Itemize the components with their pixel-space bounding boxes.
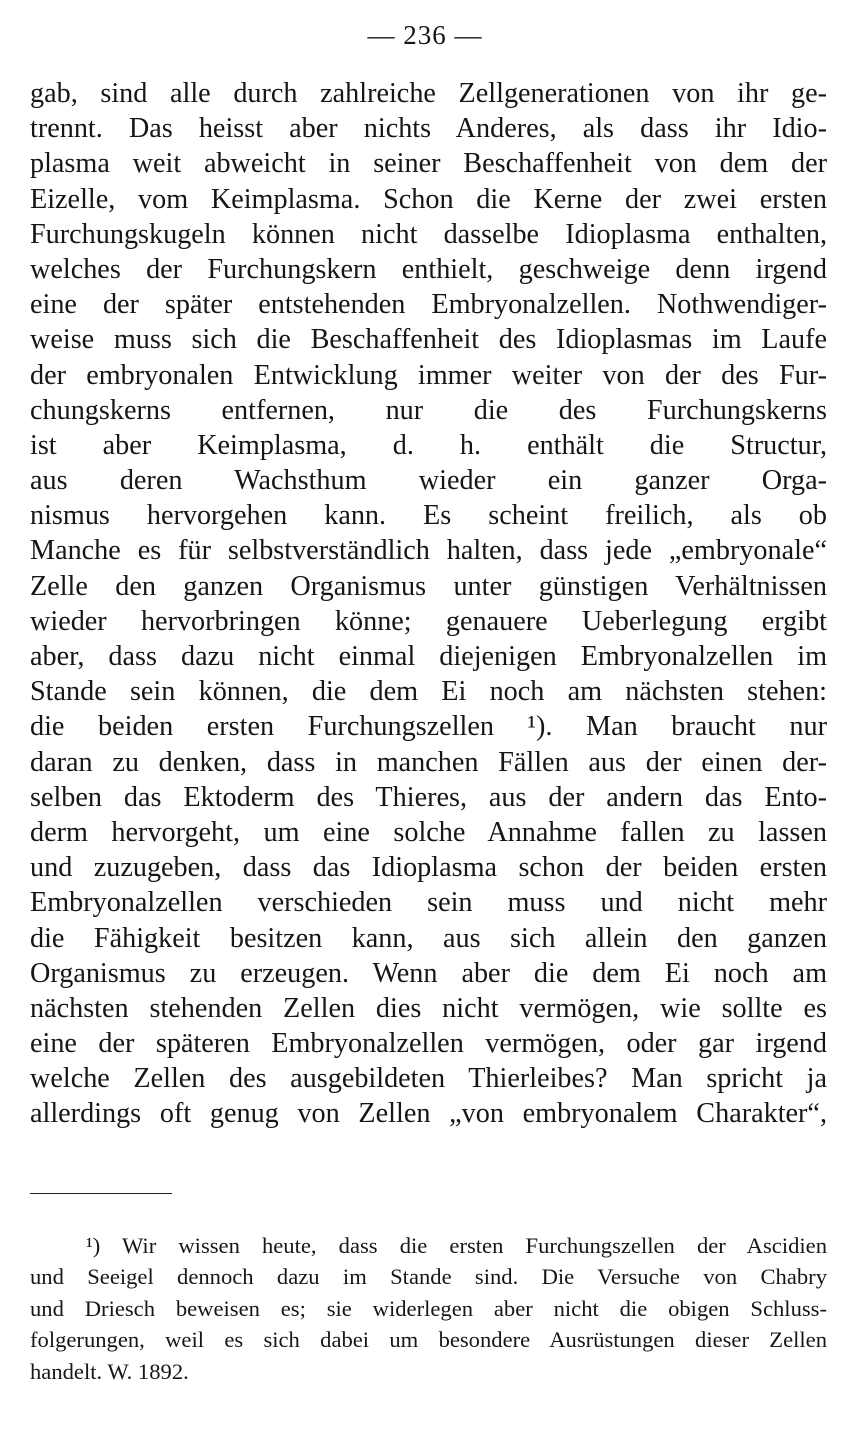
text-line: Embryonalzellen verschieden sein muss und nicht mehr [30,887,827,919]
text-line: selben das Ektoderm des Thieres, aus der andern das Ento- [30,781,827,813]
text-line: aus deren Wachsthum wieder ein ganzer Orga- [30,465,827,497]
footnote-line: und Seeigel dennoch dazu im Stande sind. Die Versuche von Chabry [30,1264,827,1290]
page-number: — 236 — [367,20,483,50]
text-line: ist aber Keimplasma, d. h. enthält die Structur, [30,429,827,461]
text-line: Manche es für selbstverständlich halten, dass jede „embryonale“ [30,535,827,567]
footnote-divider [30,1193,172,1194]
text-line: Furchungskugeln können nicht dasselbe Idioplasma enthalten, [30,218,827,250]
text-line: chungskerns entfernen, nur die des Furchungskerns [30,394,827,426]
text-line: und zuzugeben, dass das Idioplasma schon der beiden ersten [30,852,827,884]
footnote-line: ¹) Wir wissen heute, dass die ersten Furchungszellen der Ascidien [86,1233,827,1258]
footnote-line: und Driesch beweisen es; sie widerlegen aber nicht die obigen Schluss- [30,1295,827,1321]
text-line: welches der Furchungskern enthielt, geschweige denn irgend [30,253,827,285]
text-line: Zelle den ganzen Organismus unter günstigen Verhältnissen [30,570,827,602]
text-line: derm hervorgeht, um eine solche Annahme fallen zu lassen [30,816,827,848]
body-text [30,76,827,1132]
text-line: nächsten stehenden Zellen dies nicht vermögen, wie sollte es [30,992,827,1024]
footnote [30,1230,827,1387]
text-line: wieder hervorbringen könne; genauere Ueberlegung ergibt [30,605,827,637]
text-line: Organismus zu erzeugen. Wenn aber die dem Ei noch am [30,957,827,989]
text-line: allerdings oft genug von Zellen „von embryonalem Charakter“, [30,1098,827,1130]
text-line: der embryonalen Entwicklung immer weiter von der des Fur- [30,359,827,391]
text-line: gab, sind alle durch zahlreiche Zellgenerationen von ihr ge- [30,78,827,109]
text-line: welche Zellen des ausgebildeten Thierleibes? Man spricht ja [30,1063,827,1095]
text-line: nismus hervorgehen kann. Es scheint freilich, als ob [30,500,827,532]
text-line: Stande sein können, die dem Ei noch am nächsten stehen: [30,676,827,708]
text-line: die beiden ersten Furchungszellen ¹). Man braucht nur [30,711,827,743]
text-line: eine der späteren Embryonalzellen vermögen, oder gar irgend [30,1028,827,1060]
text-line: weise muss sich die Beschaffenheit des Idioplasmas im Laufe [30,324,827,356]
footnote-line: folgerungen, weil es sich dabei um besondere Ausrüstungen dieser Zellen [30,1327,827,1353]
text-line: daran zu denken, dass in manchen Fällen aus der einen der- [30,746,827,778]
text-line: eine der später entstehenden Embryonalzellen. Nothwendiger- [30,289,827,321]
text-line: Eizelle, vom Keimplasma. Schon die Kerne der zwei ersten [30,183,827,215]
text-line: aber, dass dazu nicht einmal diejenigen Embryonalzellen im [30,641,827,672]
text-line: die Fähigkeit besitzen kann, aus sich allein den ganzen [30,922,827,954]
text-line: plasma weit abweicht in seiner Beschaffenheit von dem der [30,148,827,180]
footnote-line: handelt. W. 1892. [30,1358,189,1384]
text-line: trennt. Das heisst aber nichts Anderes, als dass ihr Idio- [30,113,827,145]
